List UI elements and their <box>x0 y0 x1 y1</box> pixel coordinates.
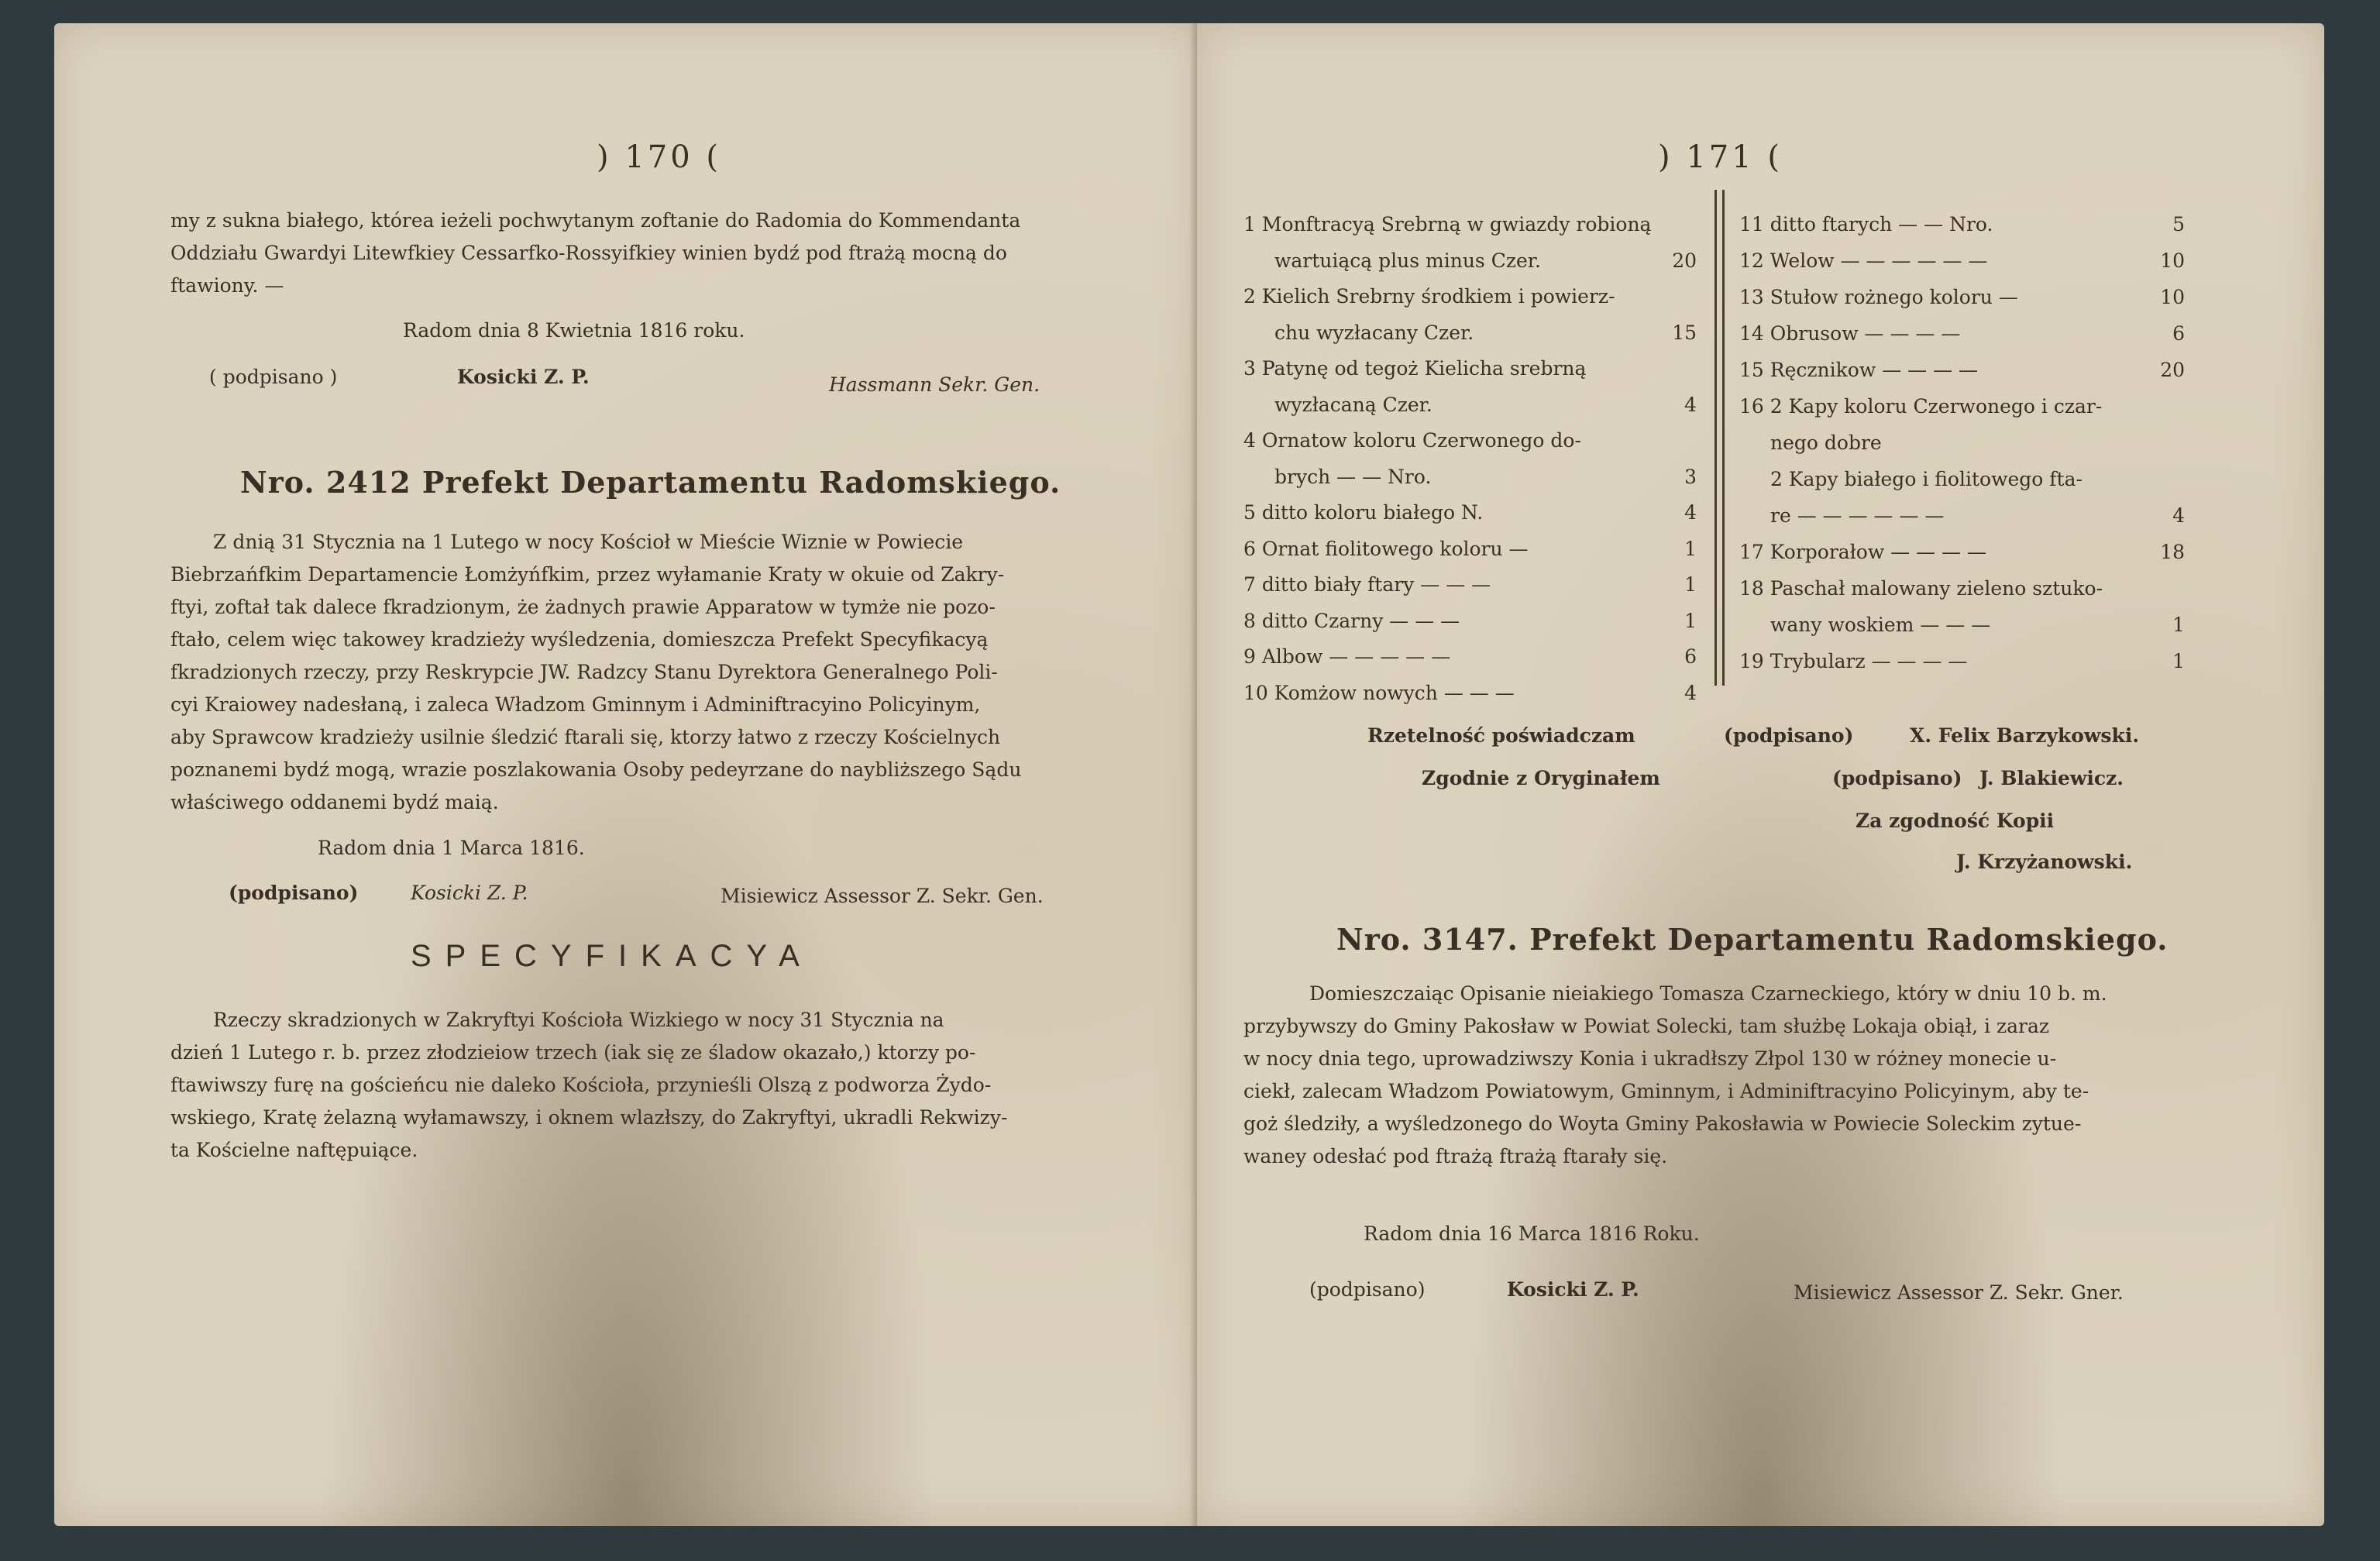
attest-text: Zgodnie z Oryginałem <box>1422 767 1660 789</box>
list-item-quantity: 1 <box>1684 573 1697 596</box>
list-item-text: 5 ditto koloru białego N. <box>1243 501 1484 524</box>
text-line: waney odesłać pod ftrażą ftrażą ftarały się. <box>1243 1145 1668 1167</box>
list-item-text: 7 ditto biały ftary — — — <box>1243 573 1491 596</box>
page-number-left: ) 170 ( <box>597 139 721 175</box>
section-heading: Nro. 3147. Prefekt Departamentu Radomskiego. <box>1336 922 2168 957</box>
signature-name: Hassmann Sekr. Gen. <box>829 373 1040 396</box>
list-item-text: 11 ditto ftarych — — Nro. <box>1739 213 1993 236</box>
list-item-text: 15 Ręcznikow — — — — <box>1739 359 1979 381</box>
list-item-text: 14 Obrusow — — — — <box>1739 322 1961 345</box>
list-item <box>1243 357 1697 380</box>
list-item-text: 10 Komżow nowych — — — <box>1243 681 1515 704</box>
text-line: Domieszczaiąc Opisanie nieiakiego Tomasza Czarneckiego, który w dniu 10 b. m. <box>1309 982 2107 1005</box>
attest-label: (podpisano) <box>1832 767 1962 789</box>
text-line: ftawiony. — <box>170 274 284 297</box>
list-item-text: 6 Ornat fiolitowego koloru — <box>1243 537 1529 560</box>
list-item <box>1739 322 2185 346</box>
list-item-text: 2 Kielich Srebrny środkiem i powierz- <box>1243 285 1615 308</box>
date-line: Radom dnia 16 Marca 1816 Roku. <box>1364 1222 1700 1245</box>
list-item <box>1243 285 1697 308</box>
list-item-text: 3 Patynę od tegoż Kielicha srebrną <box>1243 357 1587 380</box>
signature-label: (podpisano) <box>1309 1278 1426 1301</box>
section-heading: Nro. 2412 Prefekt Departamentu Radomskiego. <box>240 465 1061 500</box>
text-line: cyi Kraiowey nadesłaną, i zaleca Władzom Gminnym i Adminiftracyino Policyinym, <box>170 693 981 716</box>
list-item-quantity: 6 <box>2172 322 2185 345</box>
signature-name: Misiewicz Assessor Z. Sekr. Gner. <box>1794 1281 2124 1304</box>
text-line: Rzeczy skradzionych w Zakryftyi Kościoła Wizkiego w nocy 31 Stycznia na <box>213 1009 944 1031</box>
list-item <box>1274 249 1697 273</box>
list-item-quantity: 1 <box>2172 650 2185 672</box>
signature-name: Kosicki Z. P. <box>1507 1278 1639 1301</box>
list-item-text: chu wyzłacany Czer. <box>1274 321 1474 344</box>
list-item-text: wartuiącą plus minus Czer. <box>1274 249 1541 272</box>
text-line: ta Kościelne naftępuiące. <box>170 1139 418 1161</box>
text-line: fkradzionych rzeczy, przy Reskrypcie JW. Radzcy Stanu Dyrektora Generalnego Poli- <box>170 661 998 683</box>
page-number-right: ) 171 ( <box>1658 139 1783 175</box>
list-item-text: 2 Kapy białego i fiolitowego fta- <box>1770 468 2082 490</box>
list-item-text: wyzłacaną Czer. <box>1274 393 1432 416</box>
text-line: dzień 1 Lutego r. b. przez złodzieiow trzech (iak się ze śladow okazało,) ktorzy po- <box>170 1041 976 1064</box>
list-item <box>1739 213 2185 236</box>
list-item <box>1243 538 1697 561</box>
specification-title: SPECYFIKACYA <box>411 939 813 973</box>
list-item-quantity: 18 <box>2160 541 2185 563</box>
list-item-quantity: 4 <box>1684 501 1697 524</box>
list-item-text: 19 Trybularz — — — — <box>1739 650 1968 672</box>
text-line: aby Sprawcow kradzieży usilnie śledzić ftarali się, ktorzy łatwo z rzeczy Kościelnych <box>170 726 1001 748</box>
list-item <box>1243 645 1697 669</box>
date-line: Radom dnia 1 Marca 1816. <box>318 837 585 859</box>
list-item <box>1739 577 2185 600</box>
list-item <box>1243 213 1697 236</box>
list-item <box>1739 650 2185 673</box>
list-item-quantity: 10 <box>2160 286 2185 308</box>
text-line: w nocy dnia tego, uprowadziwszy Konia i ukradłszy Złpol 130 w różney monecie u- <box>1243 1047 2057 1070</box>
list-item-text: 1 Monftracyą Srebrną w gwiazdy robioną <box>1243 213 1652 236</box>
list-item <box>1243 682 1697 705</box>
list-item-text: 16 2 Kapy koloru Czerwonego i czar- <box>1739 395 2103 418</box>
left-page <box>54 23 1201 1526</box>
text-line: Oddziału Gwardyi Litewfkiey Cessarfko-Rossyifkiey winien bydź pod ftrażą mocną do <box>170 242 1007 264</box>
list-item-text: 12 Welow — — — — — — <box>1739 249 1988 272</box>
list-item-quantity: 5 <box>2172 213 2185 236</box>
list-item <box>1739 249 2185 273</box>
list-item-quantity: 15 <box>1672 321 1697 344</box>
right-page <box>1197 23 2324 1526</box>
attest-text: Za zgodność Kopii <box>1856 810 2055 832</box>
text-line: ciekł, zalecam Władzom Powiatowym, Gminnym, i Adminiftracyino Policyinym, aby te- <box>1243 1080 2089 1102</box>
list-item <box>1770 468 2185 491</box>
list-item-text: brych — — Nro. <box>1274 465 1432 488</box>
list-item <box>1243 501 1697 524</box>
attest-name: X. Felix Barzykowski. <box>1910 724 2140 747</box>
text-line: przybywszy do Gminy Pakosław w Powiat Solecki, tam służbę Lokaja obiął, i zaraz <box>1243 1015 2050 1037</box>
list-item <box>1739 541 2185 564</box>
signature-name: Misiewicz Assessor Z. Sekr. Gen. <box>721 885 1044 907</box>
list-item <box>1274 394 1697 417</box>
text-line: ftało, celem więc takowey kradzieży wyśledzenia, domieszcza Prefekt Specyfikacyą <box>170 628 989 651</box>
list-item-quantity: 1 <box>1684 537 1697 560</box>
list-item-text: 8 ditto Czarny — — — <box>1243 609 1460 632</box>
attest-text: Rzetelność poświadczam <box>1367 724 1635 747</box>
list-item <box>1739 395 2185 418</box>
signature-label: (podpisano) <box>229 882 359 904</box>
attest-name: J. Blakiewicz. <box>1979 767 2124 789</box>
list-item-text: 4 Ornatow koloru Czerwonego do- <box>1243 429 1581 452</box>
list-item-text: wany woskiem — — — <box>1770 614 1991 636</box>
text-line: my z sukna białego, którea ieżeli pochwytanym zoftanie do Radomia do Kommendanta <box>170 209 1021 232</box>
list-item <box>1739 286 2185 309</box>
list-item <box>1770 614 2185 637</box>
list-item-quantity: 4 <box>2172 504 2185 527</box>
text-line: Z dnią 31 Stycznia na 1 Lutego w nocy Kościoł w Mieście Wiznie w Powiecie <box>213 531 964 553</box>
list-item <box>1243 573 1697 597</box>
signature-name: Kosicki Z. P. <box>457 366 590 388</box>
text-line: Biebrzańfkim Departamencie Łomżyńfkim, przez wyłamanie Kraty w okuie od Zakry- <box>170 563 1005 586</box>
list-item <box>1243 429 1697 452</box>
list-item-text: 9 Albow — — — — — <box>1243 645 1451 668</box>
text-line: poznanemi bydź mogą, wrazie poszlakowania Osoby pedeyrzane do naybliższego Sądu <box>170 758 1022 781</box>
list-item-text: 18 Paschał malowany zieleno sztuko- <box>1739 577 2103 600</box>
list-item-quantity: 6 <box>1684 645 1697 668</box>
list-item-quantity: 20 <box>1672 249 1697 272</box>
text-line: właściwego oddanemi bydź maią. <box>170 791 499 813</box>
text-line: wskiego, Kratę żelazną wyłamawszy, i oknem wlazłszy, do Zakryftyi, ukradli Rekwizy- <box>170 1106 1008 1129</box>
text-line: ftawiwszy furę na gościeńcu nie daleko Kościoła, przynieśli Olszą z podworza Żydo- <box>170 1074 992 1096</box>
list-item-quantity: 10 <box>2160 249 2185 272</box>
list-item <box>1274 321 1697 345</box>
list-item-text: nego dobre <box>1770 432 1882 454</box>
list-item-text: re — — — — — — <box>1770 504 1945 527</box>
list-item <box>1243 610 1697 633</box>
list-item <box>1739 359 2185 382</box>
attest-name: J. Krzyżanowski. <box>1956 851 2133 873</box>
column-divider <box>1722 190 1725 686</box>
list-item-text: 13 Stułow rożnego koloru — <box>1739 286 2018 308</box>
attest-label: (podpisano) <box>1724 724 1854 747</box>
list-item <box>1770 504 2185 528</box>
list-item-quantity: 4 <box>1684 681 1697 704</box>
column-divider <box>1714 190 1717 686</box>
list-item-quantity: 1 <box>1684 609 1697 632</box>
text-line: goż śledziły, a wyśledzonego do Woyta Gminy Pakosławia w Powiecie Soleckim zytue- <box>1243 1112 2082 1135</box>
list-item-text: 17 Korporałow — — — — <box>1739 541 1987 563</box>
date-line: Radom dnia 8 Kwietnia 1816 roku. <box>403 319 745 342</box>
list-item-quantity: 4 <box>1684 393 1697 416</box>
signature-name: Kosicki Z. P. <box>411 882 528 904</box>
signature-label: ( podpisano ) <box>209 366 338 388</box>
list-item <box>1770 432 2185 455</box>
list-item-quantity: 20 <box>2160 359 2185 381</box>
list-item-quantity: 3 <box>1684 465 1697 488</box>
list-item-quantity: 1 <box>2172 614 2185 636</box>
list-item <box>1274 466 1697 489</box>
text-line: ftyi, zoftał tak dalece fkradzionym, że żadnych prawie Apparatow w tymże nie pozo- <box>170 596 996 618</box>
